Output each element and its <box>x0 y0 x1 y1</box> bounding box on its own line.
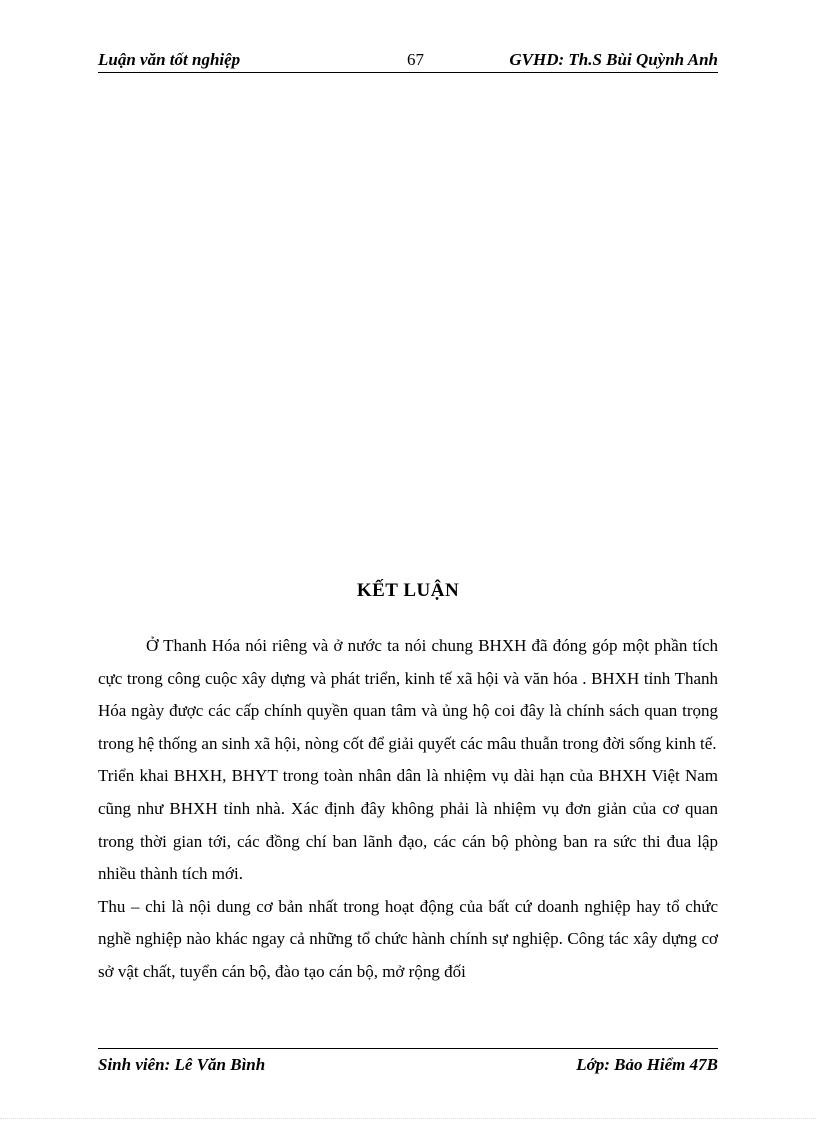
footer-student: Sinh viên: Lê Văn Bình <box>98 1055 266 1074</box>
page-edge-dotted-line <box>0 1118 816 1119</box>
paragraph-3: Thu – chi là nội dung cơ bản nhất trong hoạt động của bất cứ doanh nghiệp hay tổ chức nghề nghiệp nào khác ngay cả những tổ chức hành chính sự nghiệp. Công tác xây dựng cơ sở vật chất, tuyển cán bộ, đào tạo cán bộ, mở rộng đối <box>98 896 718 981</box>
page-footer <box>98 1048 718 1075</box>
footer-class: Lớp: Bảo Hiểm 47B <box>576 1055 718 1074</box>
body-text <box>98 630 718 989</box>
paragraph-2: Triển khai BHXH, BHYT trong toàn nhân dân là nhiệm vụ dài hạn của BHXH Việt Nam cũng như BHXH tỉnh nhà. Xác định đây không phải là nhiệm vụ đơn giản của cơ quan trong thời gian tới, các đồng chí ban lãnh đạo, các cán bộ phòng ban ra sức thi đua lập nhiều thành tích mới. <box>98 766 718 884</box>
header-thesis-label: Luận văn tốt nghiệp <box>98 50 241 69</box>
header-page-number: 67 <box>407 50 424 69</box>
section-title: KẾT LUẬN <box>356 580 460 601</box>
header-advisor: GVHD: Th.S Bùi Quỳnh Anh <box>509 50 718 69</box>
paragraph-1: Ở Thanh Hóa nói riêng và ở nước ta nói chung BHXH đã đóng góp một phần tích cực trong công cuộc xây dựng và phát triển, kinh tế xã hội và văn hóa . BHXH tỉnh Thanh Hóa ngày được các cấp chính quyền quan tâm và ủng hộ coi đây là chính sách quan trọng trong hệ thống an sinh xã hội, nòng cốt để giải quyết các mâu thuẫn trong đời sống kinh tế. <box>98 636 718 753</box>
page-header <box>98 48 718 73</box>
